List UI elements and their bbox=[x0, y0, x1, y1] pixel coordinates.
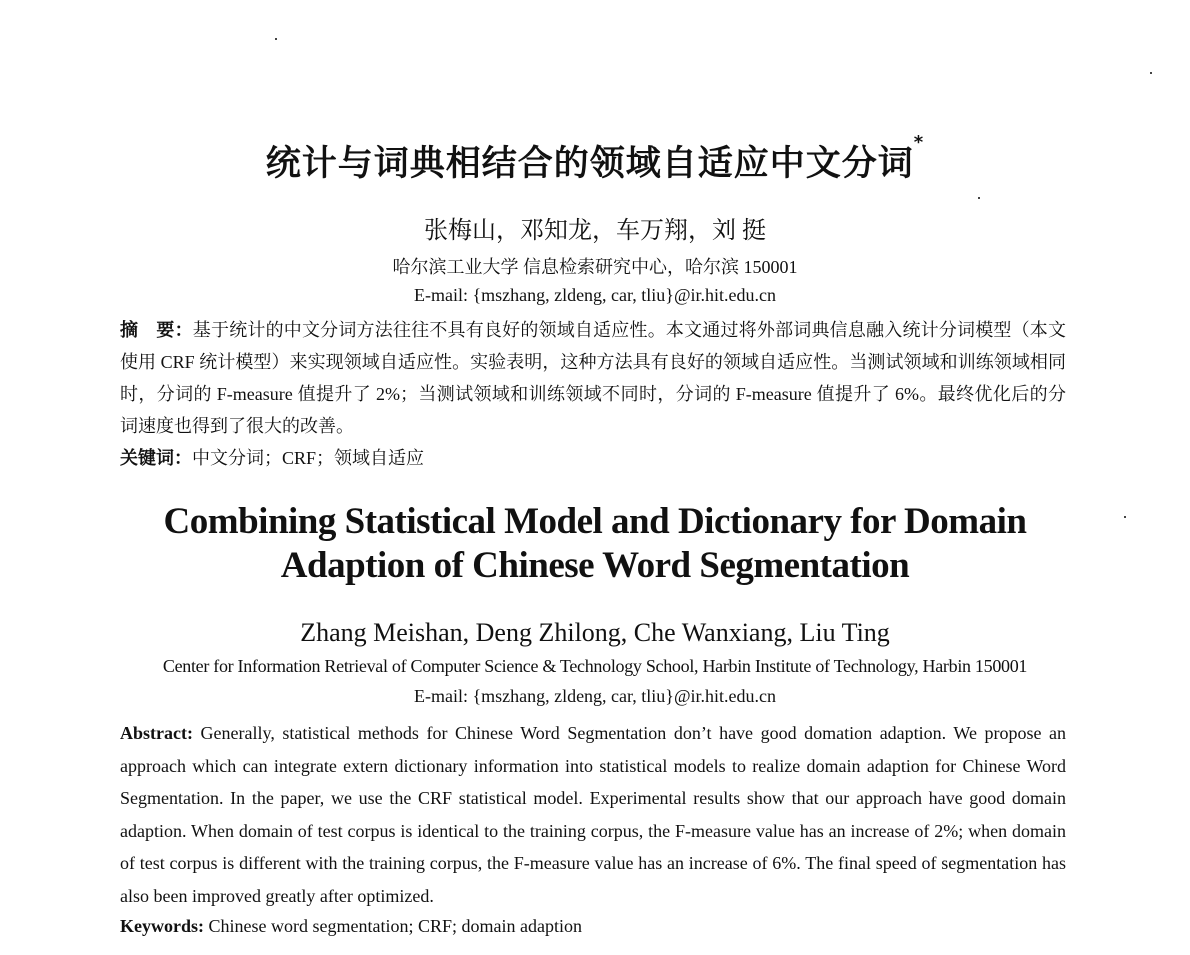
chinese-email: E-mail: {mszhang, zldeng, car, tliu}@ir.hit.edu.cn bbox=[413, 285, 777, 305]
english-authors: Zhang Meishan, Deng Zhilong, Che Wanxiang, Liu Ting bbox=[300, 618, 890, 647]
english-keywords-text: Chinese word segmentation; CRF; domain adaption bbox=[208, 916, 582, 936]
chinese-abstract-label: 摘 要： bbox=[120, 320, 193, 340]
chinese-keywords-label: 关键词： bbox=[120, 448, 192, 468]
scan-speck bbox=[275, 38, 277, 40]
english-affiliation: Center for Information Retrieval of Computer Science & Technology School, Harbin Institute of Technology, Harbin 150001 bbox=[162, 656, 1028, 676]
chinese-title bbox=[0, 132, 1190, 186]
chinese-affiliation: 哈尔滨工业大学 信息检索研究中心，哈尔滨 150001 bbox=[392, 257, 798, 277]
chinese-keywords-text: 中文分词；CRF；领域自适应 bbox=[192, 448, 425, 468]
title-footnote-mark: * bbox=[913, 132, 925, 153]
english-email: E-mail: {mszhang, zldeng, car, tliu}@ir.hit.edu.cn bbox=[413, 686, 777, 706]
english-title-line-2: Adaption of Chinese Word Segmentation bbox=[280, 545, 910, 586]
chinese-abstract bbox=[120, 314, 1066, 442]
chinese-keywords bbox=[120, 442, 1066, 474]
chinese-title-text: 统计与词典相结合的领域自适应中文分词 bbox=[265, 144, 914, 184]
english-keywords-label: Keywords: bbox=[120, 916, 204, 936]
chinese-authors: 张梅山，邓知龙，车万翔，刘 挺 bbox=[424, 218, 766, 244]
english-title bbox=[0, 500, 1190, 588]
english-keywords bbox=[120, 910, 1066, 942]
english-abstract-text: Generally, statistical methods for Chinese Word Segmentation don’t have good domation adaption. We propose an approach which can integrate extern dictionary information into statistical models to realize domain adaption for Chinese Word Segmentation. In the paper, we use the CRF statistical model. Experimental results show that our approach have good domain adaption. When domain of test corpus is identical to the training corpus, the F-measure value has an increase of 2%; when domain of test corpus is different with the training corpus, the F-measure value has an increase of 6%. The final speed of segmentation has also been improved greatly after optimized. bbox=[120, 723, 1067, 906]
english-abstract-label: Abstract: bbox=[120, 723, 193, 743]
scan-speck bbox=[1150, 72, 1152, 74]
english-abstract bbox=[120, 717, 1066, 912]
english-title-line-1: Combining Statistical Model and Dictionary for Domain bbox=[163, 501, 1027, 542]
chinese-abstract-text: 基于统计的中文分词方法往往不具有良好的领域自适应性。本文通过将外部词典信息融入统计分词模型（本文使用 CRF 统计模型）来实现领域自适应性。实验表明，这种方法具有良好的领域自适应性。当测试领域和训练领域相同时，分词的 F-measure 值提升了 2%；当测试领域和训练领域不同时，分词的 F-measure 值提升了 6%。最终优化后的分词速度也得到了很大的改善。 bbox=[120, 320, 1067, 436]
scan-speck bbox=[978, 197, 980, 199]
